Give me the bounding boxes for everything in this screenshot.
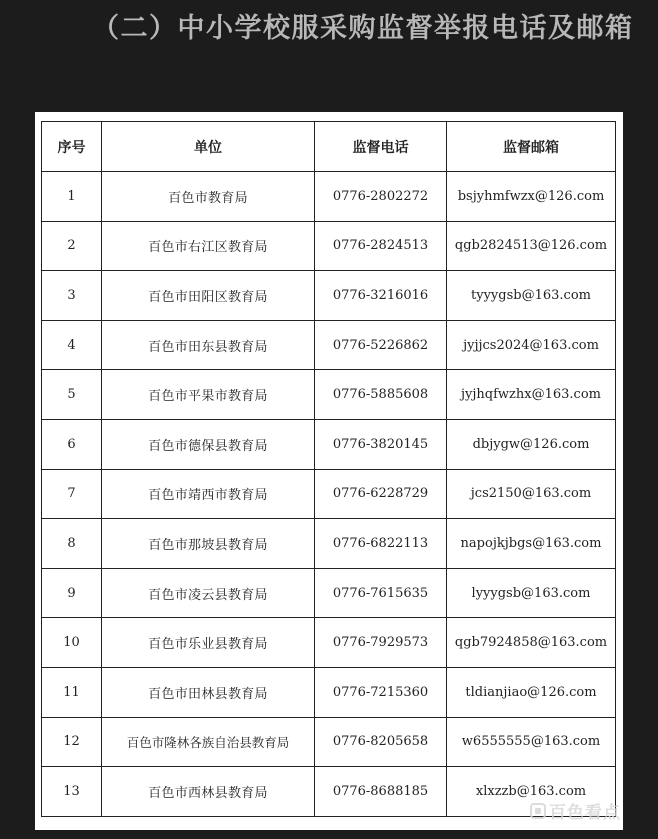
- row-phone: 0776-7615635: [315, 568, 447, 618]
- row-phone: 0776-2802272: [315, 172, 447, 222]
- document-sheet: [35, 112, 623, 830]
- row-unit: 百色市凌云县教育局: [102, 568, 315, 618]
- row-phone: 0776-5885608: [315, 370, 447, 420]
- row-phone: 0776-6822113: [315, 519, 447, 569]
- row-email: qgb7924858@163.com: [447, 618, 616, 668]
- watermark-text: 百色看点: [549, 803, 621, 823]
- row-serial: 7: [42, 469, 102, 519]
- table-row: [42, 221, 616, 271]
- row-unit: 百色市西林县教育局: [102, 767, 315, 817]
- row-phone: 0776-5226862: [315, 320, 447, 370]
- row-email: xlxzzb@163.com: [447, 767, 616, 817]
- row-unit: 百色市教育局: [102, 172, 315, 222]
- header-unit: 单位: [102, 122, 315, 172]
- row-unit: 百色市德保县教育局: [102, 419, 315, 469]
- table-row: [42, 519, 616, 569]
- table-row: [42, 271, 616, 321]
- contact-table: [41, 121, 616, 817]
- row-serial: 6: [42, 419, 102, 469]
- row-phone: 0776-7215360: [315, 667, 447, 717]
- row-serial: 2: [42, 221, 102, 271]
- row-email: dbjygw@126.com: [447, 419, 616, 469]
- row-email: tldianjiao@126.com: [447, 667, 616, 717]
- row-serial: 11: [42, 667, 102, 717]
- row-serial: 8: [42, 519, 102, 569]
- section-heading: （二）中小学校服采购监督举报电话及邮箱: [92, 13, 634, 44]
- row-unit: 百色市靖西市教育局: [102, 469, 315, 519]
- row-email: lyyygsb@163.com: [447, 568, 616, 618]
- row-email: jyjjcs2024@163.com: [447, 320, 616, 370]
- row-phone: 0776-2824513: [315, 221, 447, 271]
- table-row: [42, 172, 616, 222]
- row-unit: 百色市乐业县教育局: [102, 618, 315, 668]
- row-email: jcs2150@163.com: [447, 469, 616, 519]
- header-serial: 序号: [42, 122, 102, 172]
- row-unit: 百色市右江区教育局: [102, 221, 315, 271]
- row-phone: 0776-6228729: [315, 469, 447, 519]
- row-unit: 百色市田林县教育局: [102, 667, 315, 717]
- header-phone: 监督电话: [315, 122, 447, 172]
- row-phone: 0776-8688185: [315, 767, 447, 817]
- row-serial: 3: [42, 271, 102, 321]
- row-phone: 0776-7929573: [315, 618, 447, 668]
- row-unit: 百色市那坡县教育局: [102, 519, 315, 569]
- table-row: [42, 469, 616, 519]
- row-unit: 百色市田阳区教育局: [102, 271, 315, 321]
- row-phone: 0776-3216016: [315, 271, 447, 321]
- table-row: [42, 568, 616, 618]
- table-row: [42, 667, 616, 717]
- table-row: [42, 618, 616, 668]
- row-serial: 1: [42, 172, 102, 222]
- row-email: jyjhqfwzhx@163.com: [447, 370, 616, 420]
- row-email: bsjyhmfwzx@126.com: [447, 172, 616, 222]
- row-serial: 12: [42, 717, 102, 767]
- table-row: [42, 717, 616, 767]
- row-unit: 百色市田东县教育局: [102, 320, 315, 370]
- row-serial: 13: [42, 767, 102, 817]
- row-unit: 百色市隆林各族自治县教育局: [102, 717, 315, 767]
- row-email: tyyygsb@163.com: [447, 271, 616, 321]
- row-unit: 百色市平果市教育局: [102, 370, 315, 420]
- app-logo-icon: [530, 803, 546, 819]
- source-watermark: [530, 798, 621, 823]
- table-row: [42, 419, 616, 469]
- row-phone: 0776-8205658: [315, 717, 447, 767]
- header-email: 监督邮箱: [447, 122, 616, 172]
- row-serial: 5: [42, 370, 102, 420]
- row-email: napojkjbgs@163.com: [447, 519, 616, 569]
- row-email: w6555555@163.com: [447, 717, 616, 767]
- row-serial: 9: [42, 568, 102, 618]
- row-serial: 10: [42, 618, 102, 668]
- row-phone: 0776-3820145: [315, 419, 447, 469]
- row-email: qgb2824513@126.com: [447, 221, 616, 271]
- table-header-row: [42, 122, 616, 172]
- row-serial: 4: [42, 320, 102, 370]
- table-row: [42, 370, 616, 420]
- table-row: [42, 320, 616, 370]
